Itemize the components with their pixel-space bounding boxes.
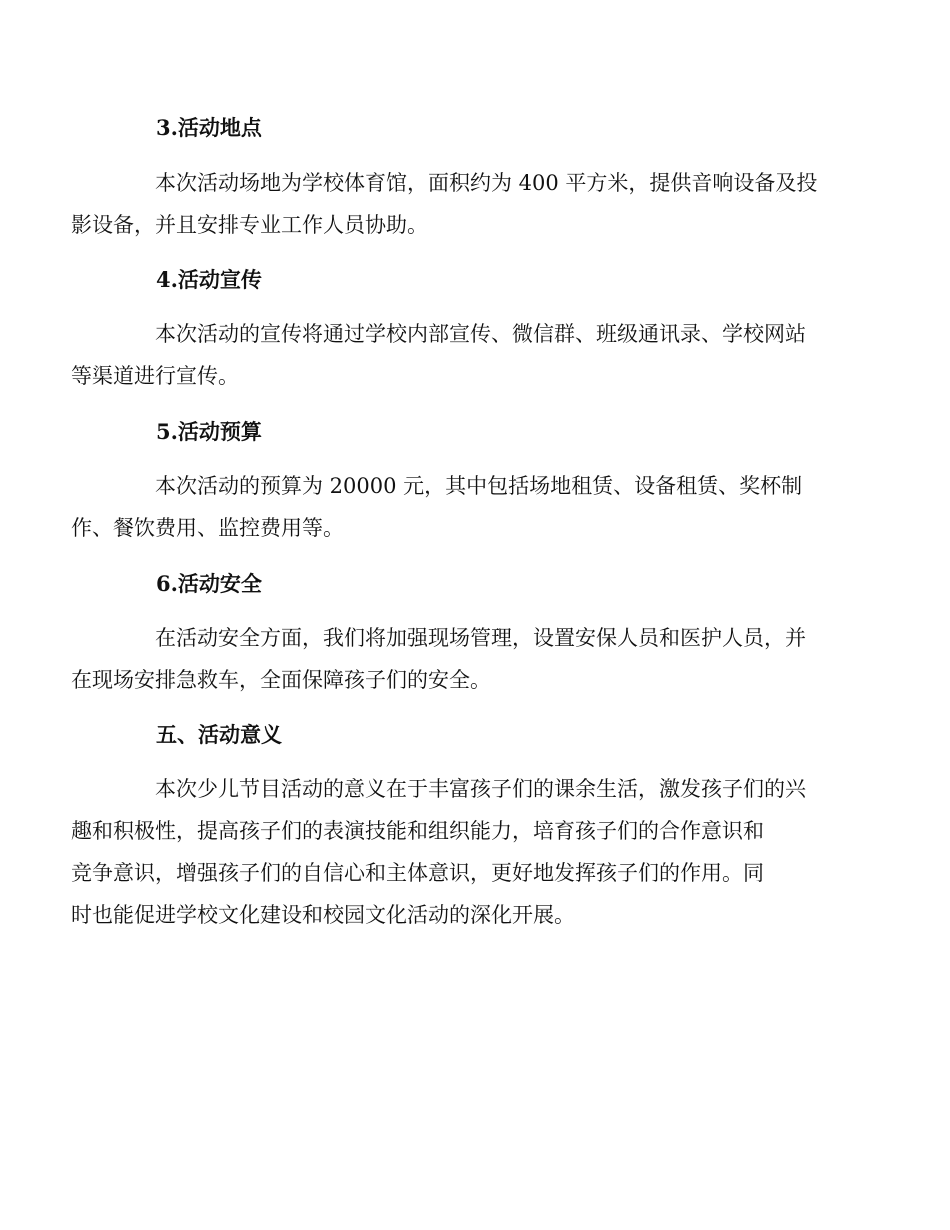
paragraph-line: 在现场安排急救车，全面保障孩子们的安全。 xyxy=(71,668,491,692)
section-heading-budget: 5.活动预算 xyxy=(156,419,262,444)
paragraph-budget xyxy=(71,465,830,549)
section-heading-safety: 6.活动安全 xyxy=(156,571,262,596)
paragraph-line: 趣和积极性，提高孩子们的表演技能和组织能力，培育孩子们的合作意识和 xyxy=(71,819,764,843)
paragraph-line: 等渠道进行宣传。 xyxy=(71,364,239,388)
paragraph-line: 作、餐饮费用、监控费用等。 xyxy=(71,516,344,540)
paragraph-line: 本次活动场地为学校体育馆，面积约为 400 平方米，提供音响设备及投 xyxy=(155,171,818,195)
paragraph-line: 在活动安全方面，我们将加强现场管理，设置安保人员和医护人员，并 xyxy=(155,626,806,650)
paragraph-venue xyxy=(71,162,830,246)
paragraph-line: 影设备，并且安排专业工作人员协助。 xyxy=(71,213,428,237)
section-heading-publicity: 4.活动宣传 xyxy=(156,267,262,292)
paragraph-line: 时也能促进学校文化建设和校园文化活动的深化开展。 xyxy=(71,903,575,927)
paragraph-publicity xyxy=(71,313,830,397)
section-heading-venue: 3.活动地点 xyxy=(156,115,262,140)
paragraph-safety xyxy=(71,617,830,701)
paragraph-line: 本次少儿节目活动的意义在于丰富孩子们的课余生活，激发孩子们的兴 xyxy=(155,777,806,801)
paragraph-line: 本次活动的宣传将通过学校内部宣传、微信群、班级通讯录、学校网站 xyxy=(155,322,806,346)
paragraph-significance xyxy=(71,768,830,936)
paragraph-line: 竞争意识，增强孩子们的自信心和主体意识，更好地发挥孩子们的作用。同 xyxy=(71,861,764,885)
section-heading-significance: 五、活动意义 xyxy=(156,722,282,747)
paragraph-line: 本次活动的预算为 20000 元，其中包括场地租赁、设备租赁、奖杯制 xyxy=(155,474,803,498)
